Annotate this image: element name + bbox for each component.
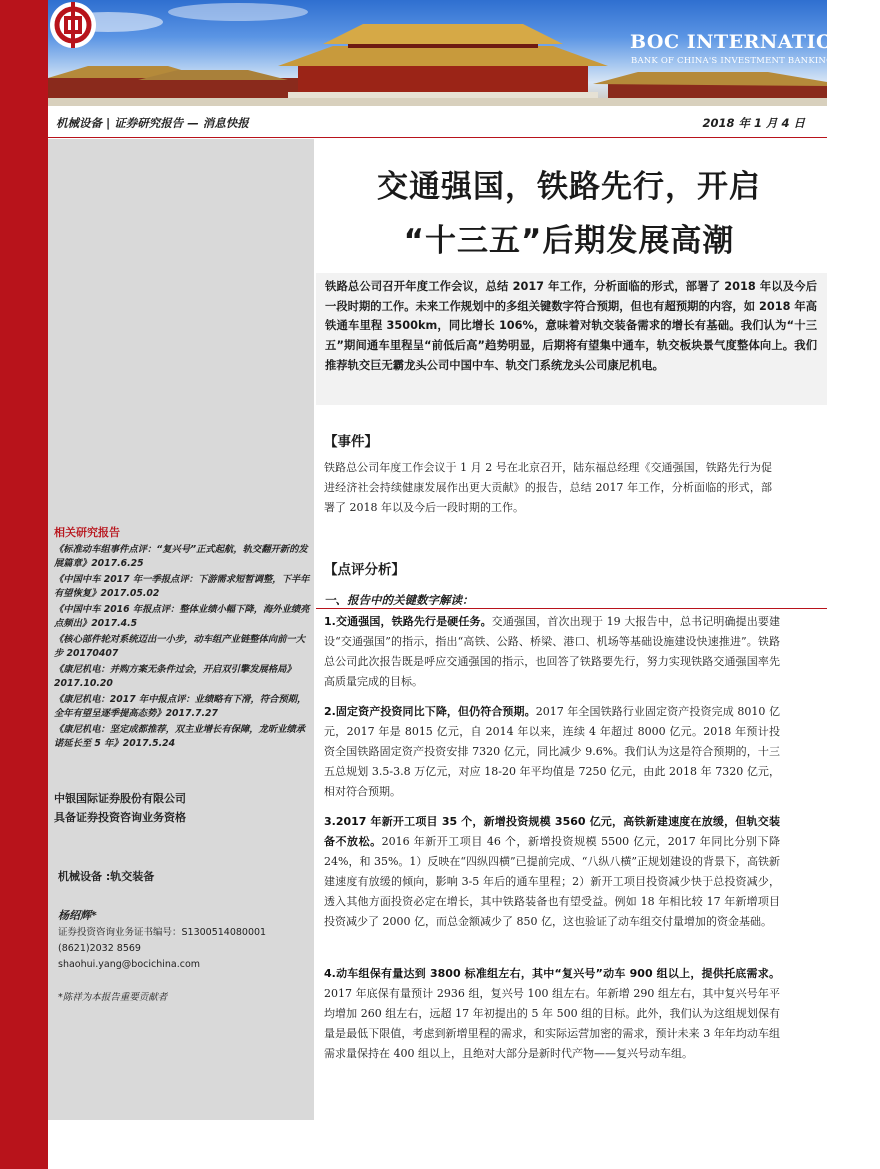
event-text: 铁路总公司年度工作会议于 1 月 2 号在北京召开，陆东福总经理《交通强国，铁路先行为促进经济社会持续健康发展作出更大贡献》的报告，总结 2017 年工作，分析面临的形式，部署了 2018 年以及今后一段时期的工作。 [324,461,772,514]
left-accent-bar [0,0,48,1169]
point-lead: 3.2017 年新开工项目 35 个，新增投资规模 3560 亿元，高铁新建速度在放缓，但轨交装备不放松。 [324,815,780,848]
page-title [316,160,822,268]
point-lead: 2.固定资产投资同比下降，但仍符合预期。 [324,705,536,718]
analysis-point-4 [324,964,780,1064]
company-qualification: 具备证券投资咨询业务资格 [54,811,186,824]
analyst-phone: (8621)2032 8569 [58,943,141,954]
related-report-item: 《核心部件轮对系统迈出一小步，动车组产业链整体向前一大步 20170407 [54,634,306,659]
brand-name: BOC INTERNATIONAL [630,31,880,53]
report-date: 2018 年 1 月 4 日 [702,116,805,130]
company-info [54,789,186,827]
point-text: 2016 年新开工项目 46 个，新增投资规模 5500 亿元，2017 年同比分别下降 24%，和 35%。1）反映在“四纵四横”已提前完成、“八纵八横”正规划建设的背景下，高铁新建速度有放缓的倾向，影响 3-5 年后的通车里程；2）新开工项目投资减少快于总投资减少，透入其他方面投资必定在增长，其中铁路装备也有望受益。例如 18 年相比较 17 年新增项目投资减少了 2000 亿，而总金额减少了 850 亿，这也验证了动车组交付量增加的资金基础。 [324,835,780,928]
analyst-name: 杨绍辉* [58,909,97,922]
analyst-email[interactable]: shaohui.yang@bocichina.com [58,959,201,970]
event-heading: 【事件】 [324,434,378,450]
analyst-contact [58,925,266,973]
related-report-item: 《康尼机电：2017 年中报点评：业绩略有下滑，符合预期，全年有望呈逐季提高态势》2017.7.27 [54,694,307,719]
brand-subtitle: BANK OF CHINA'S INVESTMENT BANKING GROUP [631,56,871,66]
contributor-note: *陈祥为本报告重要贡献者 [58,992,168,1003]
related-report-item: 《中国中车 2017 年一季报点评：下游需求短暂调整，下半年有望恢复》2017.05.02 [54,574,310,599]
related-report-item: 《康尼机电：坚定成都推荐，双主业增长有保障，龙昕业绩承诺延长至 5 年》2017.5.24 [54,724,306,749]
point-text: 2017 年全国铁路行业固定资产投资完成 8010 亿元，2017 年是 8015 亿元，自 2014 年以来，连续 4 年超过 8000 亿元。2018 年预计投资全国铁路固定资产投资安排 7320 亿元，同比减少 9.6%。我们认为这是符合预期的，十三五总规划 3.5-3.8 万亿元，对应 18-20 年平均值是 7250 亿元，由此 2018 年 7320 亿元，相对符合预期。 [324,705,780,798]
analysis-point-2 [324,702,780,802]
point-text: 2017 年底保有量预计 2936 组，复兴号 100 组左右。年新增 290 组左右，其中复兴号年平均增加 260 组左右，远超 17 年初提出的 5 年 500 组的目标。此外，我们认为这组规划保有量是最低下限值，考虑到新增里程的需求，和实际运营加密的需求，预计未来 3 年年均动车组需求量保持在 400 组以上，且绝对大部分是新时代产物——复兴号动车组。 [324,987,780,1060]
category-bar [48,106,827,138]
forbidden-city-illustration [48,0,827,106]
analysis-point-1 [324,612,780,692]
point-lead: 1.交通强国，铁路先行是硬任务。 [324,615,492,628]
sector-label: 机械设备 :轨交装备 [58,870,155,883]
related-report-item: 《标准动车组事件点评：“复兴号”正式起航，轨交翻开新的发展篇章》2017.6.25 [54,544,308,569]
boc-logo-icon [48,0,98,50]
subheading-divider [316,608,827,609]
header-banner [48,0,880,106]
summary-box: 铁路总公司召开年度工作会议，总结 2017 年工作，分析面临的形式，部署了 2018 年以及今后一段时期的工作。未来工作规划中的多组关键数字符合预期，但也有超预期的内容，如 2018 年高铁通车里程 3500km，同比增长 106%，意味着对轨交装备需求的增长有基础。我们认为“十三五”期间通车里程呈“前低后高”趋势明显，后期将有望集中通车，轨交板块景气度整体向上。我们推荐轨交巨无霸龙头公司中国中车、轨交门系统龙头公司康尼机电。 [316,273,827,405]
title-line-2: “十三五”后期发展高潮 [403,223,735,259]
point-text: 交通强国，首次出现于 19 大报告中，总书记明确提出要建设“交通强国”的指示，指出“高铁、公路、桥梁、港口、机场等基础设施建设快速推进”。铁路总公司此次报告既是呼应交通强国的指示，也回答了铁路要先行，努力实现铁路交通强国率先高质量完成的目标。 [324,615,780,688]
point-lead: 4.动车组保有量达到 3800 标准组左右，其中“复兴号”动车 900 组以上，提供托底需求。 [324,967,780,980]
report-category: 机械设备 | 证券研究报告 — 消息快报 [56,116,249,130]
analyst-license: 证券投资咨询业务证书编号：S1300514080001 [58,927,267,938]
analysis-heading: 【点评分析】 [324,562,405,578]
company-name: 中银国际证券股份有限公司 [54,792,186,805]
related-reports-title: 相关研究报告 [54,526,120,539]
related-report-item: 《康尼机电：并购方案无条件过会，开启双引擎发展格局》2017.10.20 [54,664,296,689]
title-line-1: 交通强国，铁路先行，开启 [377,169,761,205]
related-reports-list [54,543,312,753]
related-report-item: 《中国中车 2016 年报点评：整体业绩小幅下降，海外业绩亮点频出》2017.4.5 [54,604,310,629]
analysis-point-3 [324,812,780,932]
analysis-subheading: 一、报告中的关键数字解读： [324,593,474,607]
